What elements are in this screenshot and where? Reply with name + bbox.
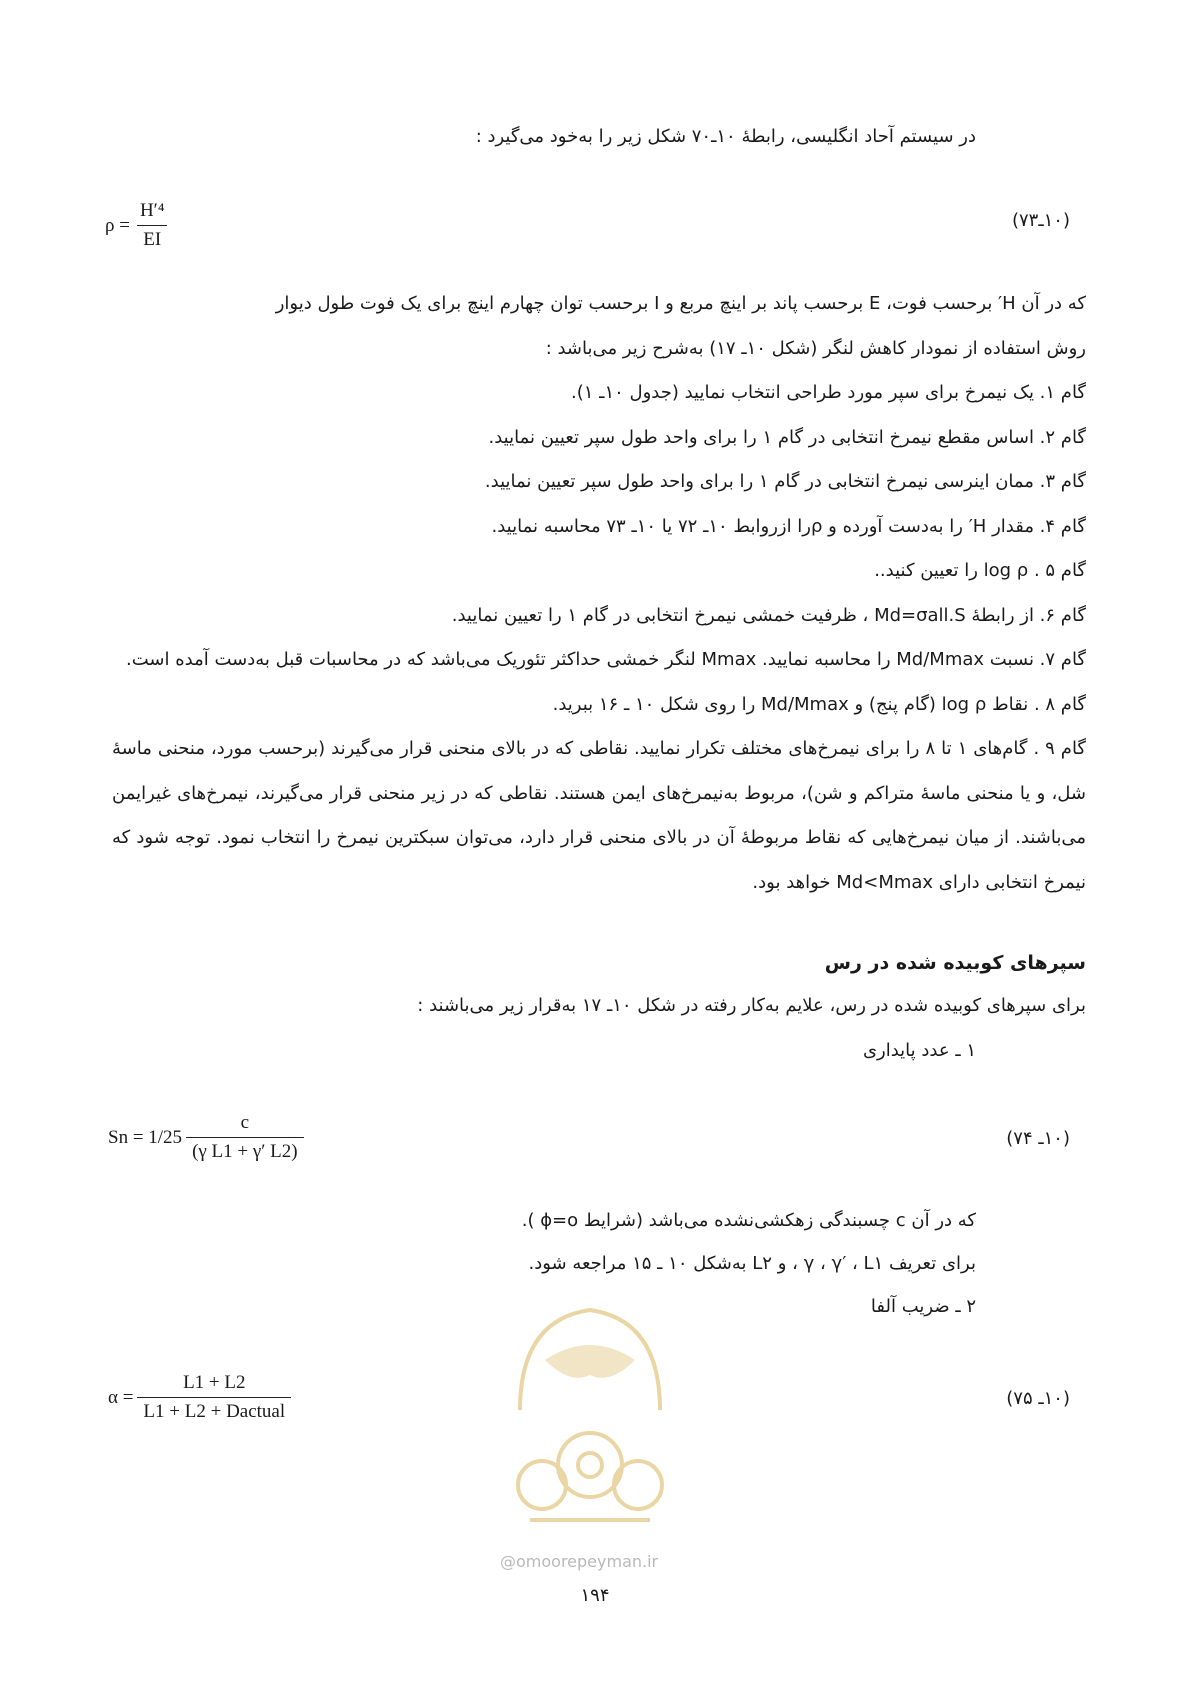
steps-block xyxy=(112,282,1086,905)
eq75-denominator: L1 + L2 + Dactual xyxy=(137,1397,291,1423)
eq74-fraction xyxy=(186,1112,304,1163)
eq75-numerator: L1 + L2 xyxy=(183,1372,246,1393)
eq75-number: (۱۰ـ ۷۵) xyxy=(1006,1388,1070,1409)
eq73-fraction xyxy=(134,200,171,251)
section-intro: برای سپرهای کوبیده شده در رس، علایم به‌کار رفته در شکل ۱۰ـ ۱۷ به‌قرار زیر می‌باشند : xyxy=(417,995,1086,1016)
definitions-line: برای تعریف γ ، γ′ ، L۱ ، و L۲ به‌شکل ۱۰ ـ ۱۵ مراجعه شود. xyxy=(528,1253,976,1274)
watermark-seal-icon xyxy=(490,1290,690,1540)
step-5: گام ۵ . log ρ را تعیین کنید.. xyxy=(874,560,1086,581)
eq75-lhs: α = xyxy=(108,1386,134,1408)
eq74-note: که در آن c چسبندگی زهکشی‌نشده می‌باشد (شرایط ϕ=o ). xyxy=(521,1210,976,1231)
item-2: ۲ ـ ضریب آلفا xyxy=(870,1296,976,1317)
method-line: روش استفاده از نمودار کاهش لنگر (شکل ۱۰ـ ۱۷) به‌شرح زیر می‌باشد : xyxy=(545,337,1086,359)
eq74-number: (۱۰ـ ۷۴) xyxy=(1006,1128,1070,1149)
step-3: گام ۳. ممان اینرسی نیمرخ انتخابی در گام ۱ را برای واحد طول سپر تعیین نمایید. xyxy=(484,471,1086,492)
eq73-number: (۱۰ـ۷۳) xyxy=(1011,210,1070,231)
step-1: گام ۱. یک نیمرخ برای سپر مورد طراحی انتخاب نمایید (جدول ۱۰ـ ۱). xyxy=(571,382,1086,403)
step-6: گام ۶. از رابطهٔ Md=σall.S ، ظرفیت خمشی نیمرخ انتخابی در گام ۱ را تعیین نمایید. xyxy=(451,604,1086,626)
section-title: سپرهای کوبیده شده در رس xyxy=(824,952,1086,974)
eq74-denominator: (γ L1 + γ′ L2) xyxy=(186,1137,304,1163)
step-8: گام ۸ . نقاط log ρ (گام پنج) و Md/Mmax را روی شکل ۱۰ ـ ۱۶ ببرید. xyxy=(552,693,1086,715)
step-2: گام ۲. اساس مقطع نیمرخ انتخابی در گام ۱ را برای واحد طول سپر تعیین نمایید. xyxy=(488,426,1086,448)
eq73-numerator: H′⁴ xyxy=(139,200,165,221)
eq74-numerator: c xyxy=(240,1112,250,1133)
item-1: ۱ ـ عدد پایداری xyxy=(862,1040,976,1061)
intro-text: در سیستم آحاد انگلیسی، رابطهٔ ۱۰ـ۷۰ شکل زیر را به‌خود می‌گیرد : xyxy=(475,126,976,147)
equation-74 xyxy=(108,1112,304,1163)
where-line: که در آن H′ برحسب فوت، E برحسب پاند بر اینچ مربع و I برحسب توان چهارم اینچ برای یک فوت طول دیوار xyxy=(275,293,1086,314)
equation-75 xyxy=(108,1372,291,1423)
watermark-text: @omoorepeyman.ir xyxy=(500,1552,659,1571)
eq73-lhs: ρ = xyxy=(105,214,130,236)
eq74-lhs: Sn = 1/25 xyxy=(108,1126,183,1148)
eq73-denominator: EI xyxy=(137,225,167,251)
step-9: گام ۹ . گام‌های ۱ تا ۸ را برای نیمرخ‌های مختلف تکرار نمایید. نقاطی که در بالای منحنی قرار می‌گیرند (برحسب مورد، منحنی ماسهٔ شل، و یا منحنی ماسهٔ متراکم و شن)، مربوط به‌نیمرخ‌های ایمن هستند. نقاطی که در زیر منحنی قرار می‌گیرند، نیمرخ‌های غیرایمن می‌باشند. از میان نیمرخ‌هایی که نقاط مربوطهٔ آن در بالای منحنی قرار دارد، می‌توان سبکترین نیمرخ را انتخاب نمود. توجه شود که نیمرخ انتخابی دارای Md<Mmax خواهد بود. xyxy=(112,738,1086,893)
page-number: ۱۹۴ xyxy=(580,1585,610,1606)
step-7: گام ۷. نسبت Md/Mmax را محاسبه نمایید. Mmax لنگر خمشی حداکثر تئوریک می‌باشد که در محاسبات قبل به‌دست آمده است. xyxy=(126,649,1086,670)
equation-73 xyxy=(105,200,170,251)
step-4: گام ۴. مقدار H′ را به‌دست آورده و ρرا ازروابط ۱۰ـ ۷۲ یا ۱۰ـ ۷۳ محاسبه نمایید. xyxy=(491,515,1086,537)
eq75-fraction xyxy=(137,1372,291,1423)
